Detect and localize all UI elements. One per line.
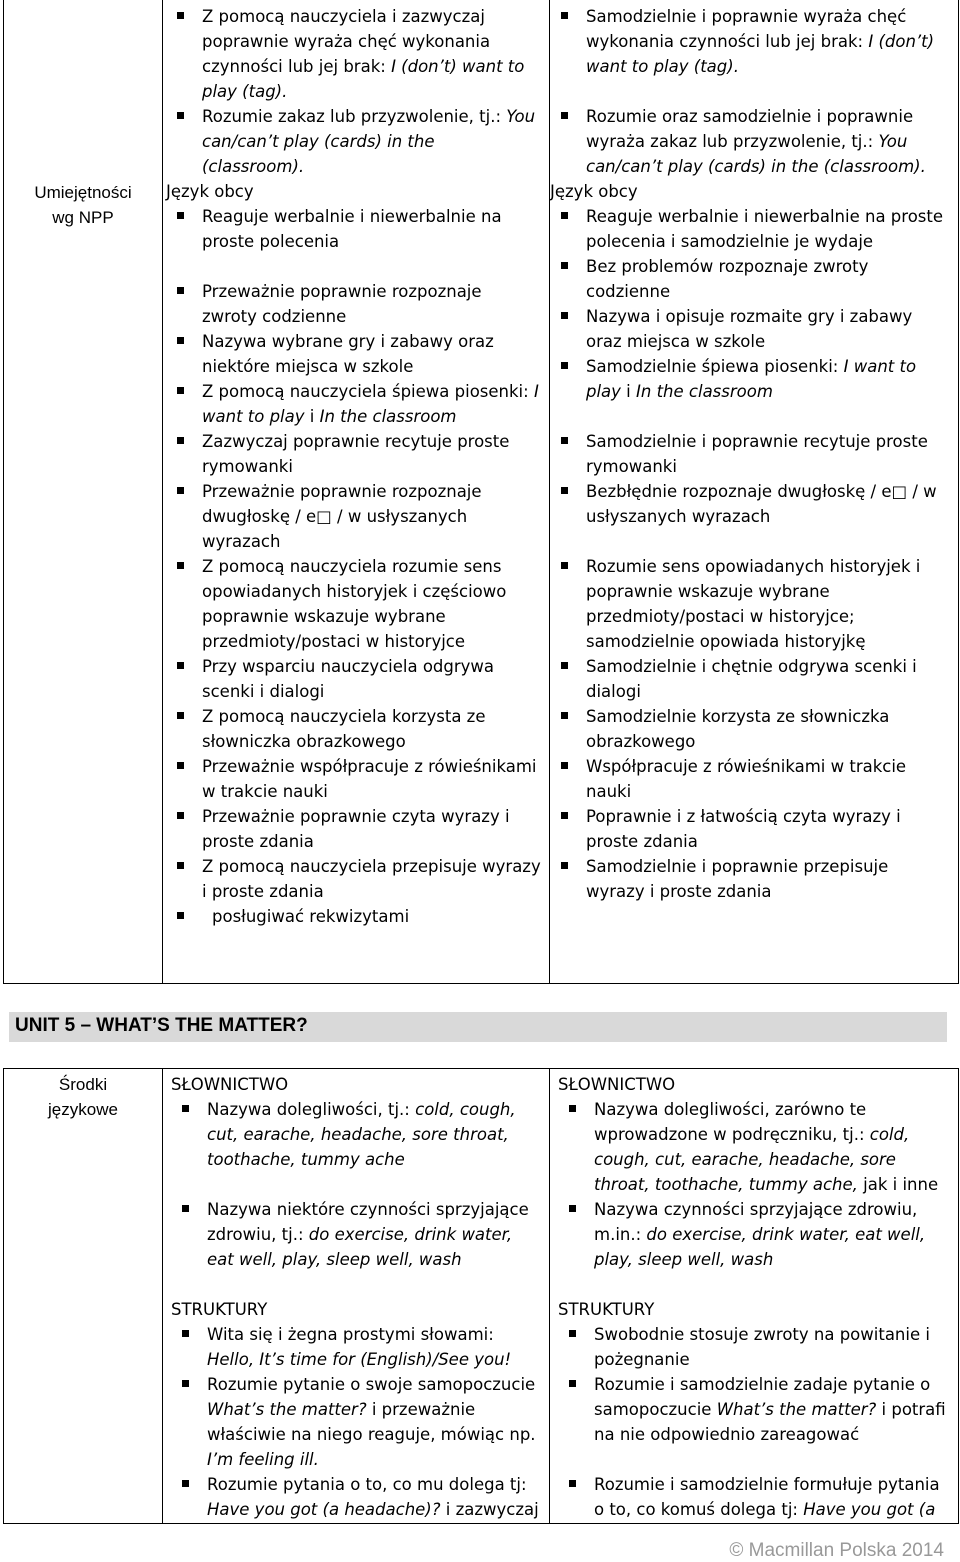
list-item: Nazywa niektóre czynności sprzyjające zdrowiu, tj.: do exercise, drink water, eat well, play, sleep well, wash bbox=[171, 1197, 541, 1272]
skills-table bbox=[3, 0, 959, 984]
list-item: Z pomocą nauczyciela rozumie sens opowiadanych historyjek i częściowo poprawnie wskazuje wybrane przedmioty/postaci w historyjce bbox=[166, 554, 541, 654]
list-item: Z pomocą nauczyciela przepisuje wyrazy i proste zdania bbox=[166, 854, 541, 904]
list-item: Przeważnie współpracuje z rówieśnikami w trakcie nauki bbox=[166, 754, 541, 804]
section-heading: SŁOWNICTWO bbox=[171, 1075, 289, 1094]
list-item: Z pomocą nauczyciela śpiewa piosenki: I want to play i In the classroom bbox=[166, 379, 541, 429]
basic-level-column bbox=[163, 0, 550, 984]
basic-language-list bbox=[163, 1069, 549, 1522]
unit-title-banner bbox=[9, 1012, 947, 1042]
section-heading: STRUKTURY bbox=[171, 1300, 268, 1319]
list-item: Samodzielnie korzysta ze słowniczka obrazkowego bbox=[550, 704, 950, 754]
bullet-list bbox=[550, 204, 950, 904]
list-item: Rozumie oraz samodzielnie i poprawnie wyraża zakaz lub przyzwolenie, tj.: You can/can’t play (cards) in the (classroom). bbox=[550, 104, 950, 179]
list-item: Nazywa wybrane gry i zabawy oraz niektóre miejsca w szkole bbox=[166, 329, 541, 379]
basic-language-column bbox=[163, 1069, 550, 1524]
list-item: Bez problemów rozpoznaje zwroty codzienne bbox=[550, 254, 950, 304]
list-item: Samodzielnie i poprawnie recytuje proste rymowanki bbox=[550, 429, 950, 479]
bullet-list bbox=[558, 1322, 950, 1522]
list-item: Przy wsparciu nauczyciela odgrywa scenki i dialogi bbox=[166, 654, 541, 704]
bullet-list bbox=[171, 1097, 541, 1272]
list-item: Samodzielnie śpiewa piosenki: I want to play i In the classroom bbox=[550, 354, 950, 404]
section-heading: STRUKTURY bbox=[558, 1300, 655, 1319]
list-item: Samodzielnie i poprawnie przepisuje wyrazy i proste zdania bbox=[550, 854, 950, 904]
list-item: Reaguje werbalnie i niewerbalnie na proste polecenia i samodzielnie je wydaje bbox=[550, 204, 950, 254]
list-item: Z pomocą nauczyciela i zazwyczaj poprawnie wyraża chęć wykonania czynności lub jej brak: I (don’t) want to play (tag). bbox=[166, 4, 541, 104]
list-item: Rozumie i samodzielnie zadaje pytanie o samopoczucie What’s the matter? i potrafi na nie odpowiednio zareagować bbox=[558, 1372, 950, 1447]
advanced-level-list bbox=[550, 0, 958, 904]
list-item: Wita się i żegna prostymi słowami: Hello, It’s time for (English)/See you! bbox=[171, 1322, 541, 1372]
row-label-skills bbox=[4, 0, 163, 984]
copyright-footer: © Macmillan Polska 2014 bbox=[729, 1540, 944, 1561]
list-item: Przeważnie poprawnie rozpoznaje dwugłoskę / e□ / w usłyszanych wyrazach bbox=[166, 479, 541, 554]
advanced-level-column bbox=[550, 0, 959, 984]
section-heading: Język obcy bbox=[166, 182, 254, 201]
list-item: Rozumie sens opowiadanych historyjek i poprawnie wskazuje wybrane przedmioty/postaci w historyjce; samodzielnie opowiada historyjkę bbox=[550, 554, 950, 654]
list-item: Zazwyczaj poprawnie recytuje proste rymowanki bbox=[166, 429, 541, 479]
advanced-language-column bbox=[550, 1069, 959, 1524]
list-item: Nazywa dolegliwości, tj.: cold, cough, cut, earache, headache, sore throat, toothache, tummy ache bbox=[171, 1097, 541, 1172]
language-means-table bbox=[3, 1068, 959, 1524]
section-heading: Język obcy bbox=[550, 182, 638, 201]
bullet-list bbox=[550, 4, 950, 179]
list-item: Swobodnie stosuje zwroty na powitanie i pożegnanie bbox=[558, 1322, 950, 1372]
list-item: Przeważnie poprawnie czyta wyrazy i proste zdania bbox=[166, 804, 541, 854]
section-heading: SŁOWNICTWO bbox=[558, 1075, 676, 1094]
list-item: Przeważnie poprawnie rozpoznaje zwroty codzienne bbox=[166, 279, 541, 329]
bullet-list bbox=[166, 4, 541, 179]
advanced-language-list bbox=[550, 1069, 958, 1522]
bullet-list bbox=[558, 1097, 950, 1272]
bullet-list bbox=[166, 204, 541, 929]
list-item: Rozumie i samodzielnie formułuje pytania o to, co komuś dolega tj: Have you got (a bbox=[558, 1472, 950, 1522]
list-item: posługiwać rekwizytami bbox=[166, 904, 541, 929]
list-item: Z pomocą nauczyciela korzysta ze słowniczka obrazkowego bbox=[166, 704, 541, 754]
row-label-language bbox=[4, 1069, 163, 1524]
list-item: Reaguje werbalnie i niewerbalnie na proste polecenia bbox=[166, 204, 541, 254]
list-item: Nazywa i opisuje rozmaite gry i zabawy oraz miejsca w szkole bbox=[550, 304, 950, 354]
list-item: Bezbłędnie rozpoznaje dwugłoskę / e□ / w usłyszanych wyrazach bbox=[550, 479, 950, 529]
basic-level-list bbox=[163, 0, 549, 929]
list-item: Samodzielnie i poprawnie wyraża chęć wykonania czynności lub jej brak: I (don’t) want to play (tag). bbox=[550, 4, 950, 79]
list-item: Samodzielnie i chętnie odgrywa scenki i dialogi bbox=[550, 654, 950, 704]
language-label: Środki językowe bbox=[48, 1075, 118, 1119]
list-item: Nazywa dolegliwości, zarówno te wprowadzone w podręczniku, tj.: cold, cough, cut, earache, headache, sore throat, toothache, tummy ache, jak i inne bbox=[558, 1097, 950, 1197]
bullet-list bbox=[171, 1322, 541, 1522]
unit-title: UNIT 5 – WHAT’S THE MATTER? bbox=[15, 1015, 308, 1036]
list-item: Współpracuje z rówieśnikami w trakcie nauki bbox=[550, 754, 950, 804]
skills-label: Umiejętności wg NPP bbox=[34, 183, 132, 227]
list-item: Rozumie zakaz lub przyzwolenie, tj.: You can/can’t play (cards) in the (classroom). bbox=[166, 104, 541, 179]
list-item: Poprawnie i z łatwością czyta wyrazy i proste zdania bbox=[550, 804, 950, 854]
list-item: Rozumie pytanie o swoje samopoczucie What’s the matter? i przeważnie właściwie na niego reaguje, mówiąc np. I’m feeling ill. bbox=[171, 1372, 541, 1472]
list-item: Nazywa czynności sprzyjające zdrowiu, m.in.: do exercise, drink water, eat well, play, sleep well, wash bbox=[558, 1197, 950, 1272]
list-item: Rozumie pytania o to, co mu dolega tj: Have you got (a headache)? i zazwyczaj bbox=[171, 1472, 541, 1522]
